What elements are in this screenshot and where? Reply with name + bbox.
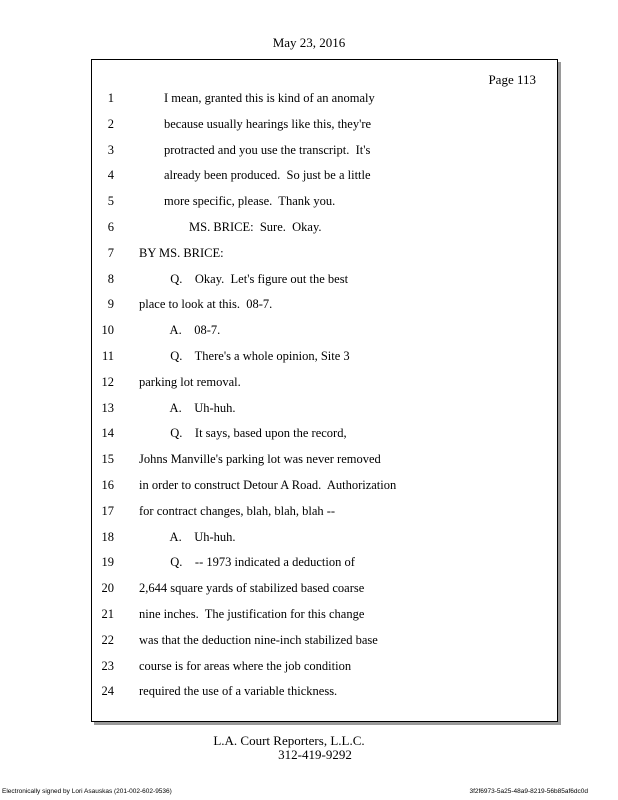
line-text: 2,644 square yards of stabilized based coarse (139, 581, 365, 596)
reporter-phone: 312-419-9292 (278, 747, 352, 762)
document-hash: 3f2f6973-5a25-48a9-8219-56b85af6dc0d (469, 788, 588, 795)
line-number: 4 (107, 168, 114, 183)
transcript-line (92, 318, 557, 344)
line-number: 5 (107, 194, 114, 209)
transcript-line (92, 112, 557, 138)
transcript-page (91, 59, 558, 722)
transcript-date: May 23, 2016 (272, 35, 346, 50)
transcript-line (92, 344, 557, 370)
line-text: because usually hearings like this, they're (139, 116, 372, 131)
line-text: MS. BRICE: Sure. Okay. (139, 219, 322, 234)
line-number: 9 (107, 297, 114, 312)
line-number: 13 (101, 400, 114, 415)
line-number: 20 (101, 581, 114, 596)
transcript-line (92, 163, 557, 189)
line-number: 21 (101, 606, 114, 621)
transcript-line (92, 628, 557, 654)
line-text: Q. There's a whole opinion, Site 3 (139, 348, 350, 363)
transcript-line (92, 679, 557, 705)
reporter-company: L.A. Court Reporters, L.L.C. (213, 733, 365, 748)
line-text: Q. It says, based upon the record, (139, 426, 347, 441)
transcript-line (92, 447, 557, 473)
page-number: Page 113 (488, 72, 536, 87)
line-text: Johns Manville's parking lot was never removed (139, 452, 381, 467)
transcript-line (92, 602, 557, 628)
line-text: Q. -- 1973 indicated a deduction of (139, 555, 355, 570)
line-number: 22 (101, 632, 114, 647)
line-text: Q. Okay. Let's figure out the best (139, 271, 349, 286)
line-number: 14 (101, 426, 114, 441)
transcript-line (92, 576, 557, 602)
line-number: 15 (101, 452, 114, 467)
transcript-line (92, 138, 557, 164)
line-text: protracted and you use the transcript. It's (139, 142, 371, 157)
line-number: 18 (101, 529, 114, 544)
transcript-line (92, 396, 557, 422)
line-number: 19 (101, 555, 114, 570)
line-text: nine inches. The justification for this change (139, 606, 365, 621)
transcript-line (92, 267, 557, 293)
line-number: 8 (107, 271, 114, 286)
line-number: 11 (101, 348, 114, 363)
line-number: 6 (107, 219, 114, 234)
line-text: A. Uh-huh. (139, 529, 236, 544)
line-text: already been produced. So just be a little (139, 168, 371, 183)
line-text: course is for areas where the job condition (139, 658, 352, 673)
line-number: 2 (107, 116, 114, 131)
line-text: place to look at this. 08-7. (139, 297, 273, 312)
transcript-line (92, 86, 557, 112)
line-text: BY MS. BRICE: (139, 245, 224, 260)
transcript-line (92, 550, 557, 576)
line-number: 16 (101, 477, 114, 492)
transcript-line (92, 499, 557, 525)
transcript-lines (92, 86, 557, 705)
line-number: 23 (101, 658, 114, 673)
line-text: more specific, please. Thank you. (139, 194, 336, 209)
transcript-line (92, 473, 557, 499)
line-text: I mean, granted this is kind of an anomaly (139, 91, 375, 105)
transcript-line (92, 215, 557, 241)
line-text: required the use of a variable thickness. (139, 684, 338, 699)
line-text: in order to construct Detour A Road. Authorization (139, 477, 397, 492)
electronic-signature: Electronically signed by Lori Asauskas (201-002-602-9536) (2, 788, 172, 795)
line-number: 17 (101, 503, 114, 518)
transcript-line (92, 525, 557, 551)
line-number: 10 (101, 323, 114, 338)
line-number: 7 (107, 245, 114, 260)
transcript-line (92, 370, 557, 396)
line-text: A. Uh-huh. (139, 400, 236, 415)
line-text: for contract changes, blah, blah, blah -- (139, 503, 336, 518)
line-text: A. 08-7. (139, 323, 221, 338)
line-number: 24 (101, 684, 114, 699)
line-number: 12 (101, 374, 114, 389)
line-text: parking lot removal. (139, 374, 241, 389)
transcript-line (92, 421, 557, 447)
transcript-line (92, 241, 557, 267)
line-number: 1 (107, 91, 114, 105)
line-number: 3 (107, 142, 114, 157)
transcript-line (92, 292, 557, 318)
line-text: was that the deduction nine-inch stabilized base (139, 632, 378, 647)
transcript-line (92, 654, 557, 680)
transcript-line (92, 189, 557, 215)
